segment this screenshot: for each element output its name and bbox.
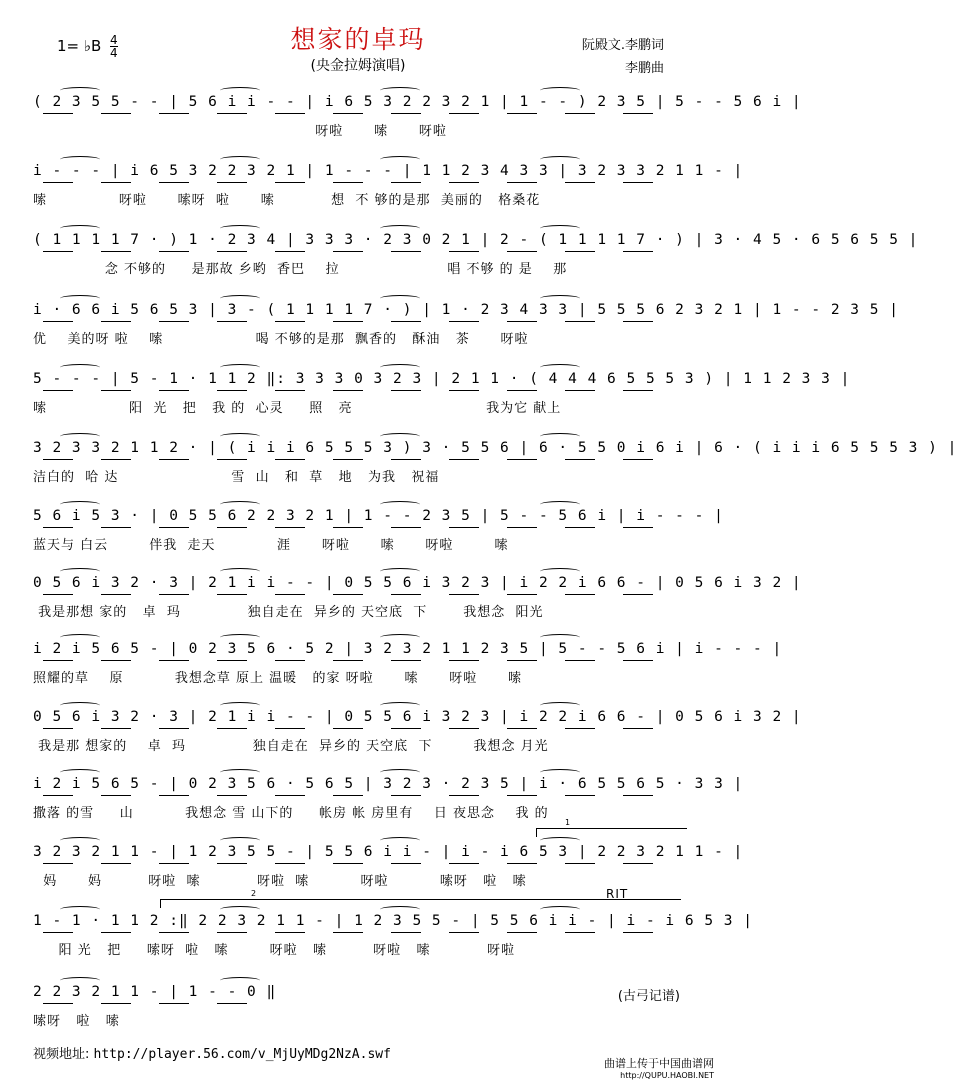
first-ending-number: 1 [565, 818, 571, 827]
notation-line: i - - - | i 6 5 3 2 2 3 2 1 | 1 - - - | 1 1 2 3 4 3 3 | 3 2 3 3 2 1 1 - | [33, 163, 744, 179]
beam [507, 660, 537, 661]
footer-site-name: 曲谱上传于中国曲谱网 [604, 1057, 714, 1070]
lyrics-line: 嗦 阳 光 把 我 的 心灵 照 亮 我为它 献上 [33, 401, 562, 416]
beam [449, 390, 479, 391]
beam [159, 459, 189, 460]
video-link-line [33, 1043, 391, 1062]
lyrics-line: 照耀的草 原 我想念草 原上 温暖 的家 呀啦 嗦 呀啦 嗦 [33, 671, 523, 686]
beam [623, 182, 653, 183]
slur-tie [220, 433, 260, 440]
slur-tie [540, 702, 580, 709]
slur-tie [60, 837, 100, 844]
beam [507, 527, 537, 528]
beam [275, 527, 305, 528]
beam [159, 728, 189, 729]
beam [391, 527, 421, 528]
beam [449, 251, 479, 252]
slur-tie [380, 433, 420, 440]
beam [507, 182, 537, 183]
slur-tie [540, 634, 580, 641]
beam [159, 1003, 189, 1004]
beam-lines [33, 525, 688, 531]
slur-tie [380, 87, 420, 94]
beam-lines [33, 1001, 688, 1007]
beam-lines [33, 592, 688, 598]
beam [391, 863, 421, 864]
beam [217, 321, 247, 322]
beam [449, 594, 479, 595]
beam [43, 251, 73, 252]
lyrics-line: 阳 光 把 嗦呀 啦 嗦 呀啦 嗦 呀啦 嗦 呀啦 [33, 943, 516, 958]
beam [623, 795, 653, 796]
slur-tie [380, 225, 420, 232]
footer-site-url[interactable]: http://QUPU.HAOBI.NET [620, 1071, 714, 1080]
beam [275, 321, 305, 322]
beam [101, 321, 131, 322]
beam [333, 459, 363, 460]
beam [43, 594, 73, 595]
slur-tie [380, 295, 420, 302]
slur-tie [540, 769, 580, 776]
beam [333, 660, 363, 661]
beam [159, 113, 189, 114]
beam [43, 728, 73, 729]
lyrics-line: 我是那 想家的 卓 玛 独自走在 异乡的 天空底 下 我想念 月光 [33, 739, 549, 754]
slur-tie [220, 364, 260, 371]
slur-tie [380, 634, 420, 641]
beam [101, 594, 131, 595]
slur-tie [380, 364, 420, 371]
beam [333, 594, 363, 595]
beam [275, 390, 305, 391]
beam [623, 527, 653, 528]
beam [623, 321, 653, 322]
beam [449, 863, 479, 864]
beam [565, 795, 595, 796]
slur-tie [60, 501, 100, 508]
beam [43, 113, 73, 114]
score-system [0, 440, 957, 500]
beam [391, 251, 421, 252]
slur-tie [540, 295, 580, 302]
slur-tie [540, 87, 580, 94]
beam [333, 251, 363, 252]
beam [159, 390, 189, 391]
beam [43, 527, 73, 528]
beam [623, 390, 653, 391]
beam [275, 728, 305, 729]
beam [333, 932, 363, 933]
beam [275, 660, 305, 661]
beam [391, 594, 421, 595]
beam [275, 251, 305, 252]
song-title: 想家的卓玛 [290, 25, 426, 54]
notation-line: 5 - - - | 5 - 1 · 1 1 2 ‖: 3 3 3 0 3 2 3 | 2 1 1 · ( 4 4 4 6 5 5 5 3 ) | 1 1 2 3 3 | [33, 371, 851, 387]
beam [101, 795, 131, 796]
slur-tie [220, 87, 260, 94]
beam [565, 863, 595, 864]
beam [159, 321, 189, 322]
beam [391, 321, 421, 322]
beam [507, 863, 537, 864]
slur-tie [60, 977, 100, 984]
site-footer [604, 1055, 714, 1080]
beam [623, 660, 653, 661]
beam [507, 113, 537, 114]
slur-tie [540, 225, 580, 232]
beam [275, 113, 305, 114]
notation-line: ( 2 3 5 5 - - | 5 6 i i - - | i 6 5 3 2 2 3 2 1 | 1 - - ) 2 3 5 | 5 - - 5 6 i | [33, 94, 802, 110]
beam [333, 113, 363, 114]
beam-lines [33, 658, 688, 664]
beam [623, 113, 653, 114]
beam [275, 594, 305, 595]
beam [333, 795, 363, 796]
beam [391, 795, 421, 796]
beam [159, 251, 189, 252]
beam [101, 390, 131, 391]
score-system [0, 508, 724, 568]
slur-tie [220, 568, 260, 575]
score-system [0, 232, 919, 292]
beam [507, 459, 537, 460]
notation-line: i 2 i 5 6 5 - | 0 2 3 5 6 · 5 6 5 | 3 2 3 · 2 3 5 | i · 6 5 5 6 5 · 3 3 | [33, 776, 744, 792]
beam [101, 251, 131, 252]
score-system [0, 163, 744, 223]
beam [43, 1003, 73, 1004]
beam [43, 863, 73, 864]
beam [449, 113, 479, 114]
beam [623, 594, 653, 595]
beam [43, 660, 73, 661]
beam [391, 113, 421, 114]
beam [275, 182, 305, 183]
beam [159, 932, 189, 933]
beam [275, 863, 305, 864]
beam [217, 182, 247, 183]
lyricist-credit: 阮殿文.李鹏词 [581, 38, 664, 53]
beam [391, 390, 421, 391]
beam [101, 863, 131, 864]
beam [43, 459, 73, 460]
notation-line: 1 - 1 · 1 1 2 :‖ 2 2 3 2 1 1 - | 1 2 3 5 5 - | 5 5 6 i i - | i - i 6 5 3 | [33, 913, 754, 929]
beam-lines [33, 111, 688, 117]
notation-line: i · 6 6 i 5 6 5 3 | 3 - ( 1 1 1 1 7 · ) | 1 · 2 3 4 3 3 | 5 5 5 6 2 3 2 1 | 1 - - 2 3 5 | [33, 302, 899, 318]
first-ending-bracket [536, 818, 687, 837]
beam [43, 321, 73, 322]
slur-tie [60, 634, 100, 641]
beam [101, 459, 131, 460]
beam [217, 660, 247, 661]
beam [101, 660, 131, 661]
beam [449, 728, 479, 729]
beam [391, 728, 421, 729]
beam [565, 182, 595, 183]
beam [565, 321, 595, 322]
beam [217, 527, 247, 528]
beam-lines [33, 180, 688, 186]
slur-tie [380, 769, 420, 776]
slur-tie [220, 156, 260, 163]
key-text: 1= ♭B [57, 37, 102, 55]
notation-line: 2 2 3 2 1 1 - | 1 - - 0 ‖ [33, 984, 277, 1000]
beam [565, 527, 595, 528]
lyrics-line: 嗦呀 啦 嗦 [33, 1014, 120, 1029]
second-ending-number: 2 [251, 889, 257, 898]
beam [217, 795, 247, 796]
slur-tie [60, 225, 100, 232]
slur-tie [540, 568, 580, 575]
slur-tie [220, 225, 260, 232]
score-system [0, 984, 716, 1044]
video-url[interactable]: http://player.56.com/v_MjUyMDg2NzA.swf [93, 1047, 391, 1062]
score-system [0, 709, 802, 769]
beam [449, 932, 479, 933]
beam [101, 932, 131, 933]
beam [101, 728, 131, 729]
slur-tie [220, 769, 260, 776]
beam [507, 932, 537, 933]
score-system [0, 641, 783, 701]
beam [43, 795, 73, 796]
lyrics-line: 优 美的呀 啦 嗦 喝 不够的是那 飘香的 酥油 茶 呀啦 [33, 332, 529, 347]
beam [217, 459, 247, 460]
beam [275, 932, 305, 933]
notation-line: 0 5 6 i 3 2 · 3 | 2 1 i i - - | 0 5 5 6 i 3 2 3 | i 2 2 i 6 6 - | 0 5 6 i 3 2 | [33, 575, 802, 591]
beam [333, 182, 363, 183]
slur-tie [60, 156, 100, 163]
beam [333, 321, 363, 322]
beam [507, 251, 537, 252]
beam-lines [33, 249, 688, 255]
performer: (央金拉姆演唱) [310, 58, 406, 74]
beam-lines [33, 319, 688, 325]
slur-tie [220, 702, 260, 709]
transcriber-credit: (古弓记谱) [617, 989, 680, 1004]
slur-tie [380, 568, 420, 575]
beam [623, 932, 653, 933]
composer-credit: 李鹏曲 [624, 61, 664, 76]
beam [565, 932, 595, 933]
notation-line: 3 2 3 3 2 1 1 2 · | ( i i i 6 5 5 5 3 ) 3 · 5 5 6 | 6 · 5 5 0 i 6 i | 6 · ( i i i 6 5 5 5 3 ) | [33, 440, 957, 456]
beam [507, 321, 537, 322]
slur-tie [60, 906, 100, 913]
slur-tie [60, 702, 100, 709]
slur-tie [540, 501, 580, 508]
time-signature-numerator: 4 [110, 33, 118, 47]
slur-tie [60, 433, 100, 440]
slur-tie [380, 501, 420, 508]
slur-tie [60, 364, 100, 371]
beam [449, 459, 479, 460]
beam [159, 527, 189, 528]
beam-lines [33, 388, 688, 394]
beam [623, 251, 653, 252]
beam [507, 728, 537, 729]
notation-line: 0 5 6 i 3 2 · 3 | 2 1 i i - - | 0 5 5 6 i 3 2 3 | i 2 2 i 6 6 - | 0 5 6 i 3 2 | [33, 709, 802, 725]
beam [217, 728, 247, 729]
slur-tie [380, 702, 420, 709]
beam [159, 182, 189, 183]
beam [275, 795, 305, 796]
slur-tie [60, 295, 100, 302]
beam [217, 1003, 247, 1004]
beam [565, 660, 595, 661]
beam [449, 660, 479, 661]
notation-line: ( 1 1 1 1 7 · ) 1 · 2 3 4 | 3 3 3 · 2 3 0 2 1 | 2 - ( 1 1 1 1 7 · ) | 3 · 4 5 · 6 5 6 5 5 | [33, 232, 919, 248]
beam [101, 1003, 131, 1004]
beam [565, 251, 595, 252]
slur-tie [220, 837, 260, 844]
beam [159, 594, 189, 595]
lyrics-line: 蓝天与 白云 伴我 走天 涯 呀啦 嗦 呀啦 嗦 [33, 538, 509, 553]
beam [217, 932, 247, 933]
beam [565, 113, 595, 114]
beam [391, 932, 421, 933]
score-system [0, 575, 802, 635]
video-label: 视频地址: [33, 1047, 90, 1062]
slur-tie [220, 977, 260, 984]
beam [565, 728, 595, 729]
beam [101, 113, 131, 114]
lyrics-line: 念 不够的 是那故 乡哟 香巴 拉 唱 不够 的 是 那 [33, 262, 568, 277]
beam-lines [33, 930, 688, 936]
score-system [0, 94, 802, 154]
beam [391, 459, 421, 460]
beam [159, 795, 189, 796]
beam-lines [33, 457, 688, 463]
score-system [0, 302, 899, 362]
beam [623, 728, 653, 729]
beam [333, 728, 363, 729]
lyrics-line: 洁白的 哈 达 雪 山 和 草 地 为我 祝福 [33, 470, 440, 485]
beam [391, 660, 421, 661]
beam [159, 863, 189, 864]
beam [101, 527, 131, 528]
beam [159, 660, 189, 661]
notation-line: 5 6 i 5 3 · | 0 5 5 6 2 2 3 2 1 | 1 - - 2 3 5 | 5 - - 5 6 i | i - - - | [33, 508, 724, 524]
slur-tie [220, 634, 260, 641]
slur-tie [540, 156, 580, 163]
slur-tie [60, 87, 100, 94]
beam [623, 863, 653, 864]
slur-tie [60, 568, 100, 575]
beam [333, 390, 363, 391]
beam [507, 390, 537, 391]
beam-lines [33, 861, 688, 867]
beam [217, 594, 247, 595]
slur-tie [220, 501, 260, 508]
slur-tie [540, 433, 580, 440]
beam [101, 182, 131, 183]
beam [565, 594, 595, 595]
beam [449, 527, 479, 528]
beam [449, 182, 479, 183]
lyrics-line: 呀啦 嗦 呀啦 [33, 124, 447, 139]
beam [217, 251, 247, 252]
beam [391, 182, 421, 183]
beam [565, 390, 595, 391]
score-system [0, 776, 744, 836]
beam [217, 863, 247, 864]
beam [449, 795, 479, 796]
beam-lines [33, 726, 688, 732]
beam [43, 182, 73, 183]
slur-tie [540, 837, 580, 844]
beam [217, 113, 247, 114]
lyrics-line: 妈 妈 呀啦 嗦 呀啦 嗦 呀啦 嗦呀 啦 嗦 [33, 874, 527, 889]
beam [507, 594, 537, 595]
time-signature-denominator: 4 [110, 46, 118, 60]
beam [43, 390, 73, 391]
slur-tie [380, 156, 420, 163]
lyrics-line: 我是那想 家的 卓 玛 独自走在 异乡的 天空底 下 我想念 阳光 [33, 605, 544, 620]
beam [333, 863, 363, 864]
beam [507, 795, 537, 796]
beam [565, 459, 595, 460]
slur-tie [220, 295, 260, 302]
beam-lines [33, 793, 688, 799]
beam [275, 459, 305, 460]
slur-tie [540, 364, 580, 371]
beam [333, 527, 363, 528]
slur-tie [380, 837, 420, 844]
beam [623, 459, 653, 460]
slur-tie [60, 769, 100, 776]
score-system [0, 371, 851, 431]
beam [449, 321, 479, 322]
beam [43, 932, 73, 933]
notation-line: 3 2 3 2 1 1 - | 1 2 3 5 5 - | 5 5 6 i i - | i - i 6 5 3 | 2 2 3 2 1 1 - | [33, 844, 744, 860]
lyrics-line: 撒落 的雪 山 我想念 雪 山下的 帐房 帐 房里有 日 夜思念 我 的 [33, 806, 549, 821]
lyrics-line: 嗦 呀啦 嗦呀 啦 嗦 想 不 够的是那 美丽的 格桑花 [33, 193, 541, 208]
notation-line: i 2 i 5 6 5 - | 0 2 3 5 6 · 5 2 | 3 2 3 2 1 1 2 3 5 | 5 - - 5 6 i | i - - - | [33, 641, 783, 657]
beam [217, 390, 247, 391]
tempo-marking: RIT [606, 887, 629, 901]
